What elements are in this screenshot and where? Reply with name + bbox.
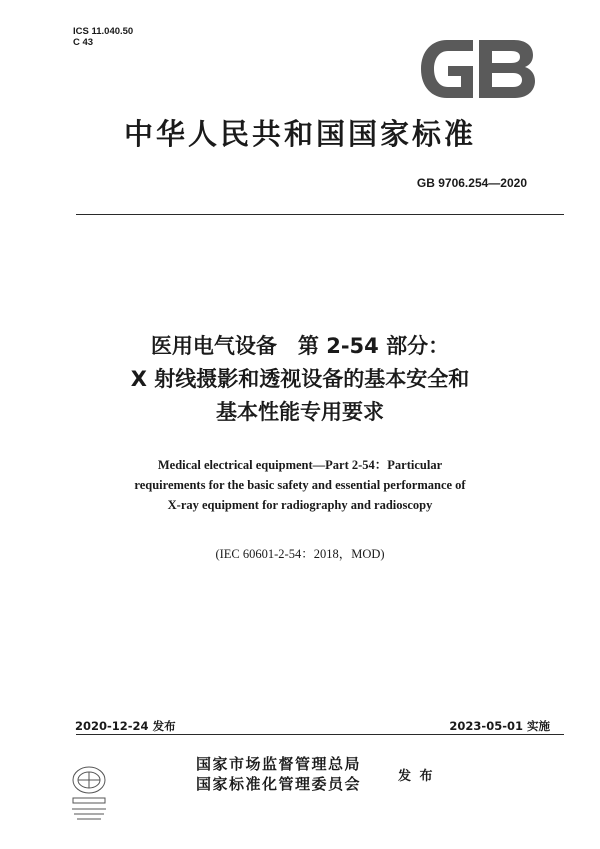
document-title-en (0, 455, 600, 515)
implementation-date: 2023-05-01 实施 (449, 719, 550, 733)
authority-samr: 国家市场监督管理总局 (196, 755, 362, 773)
ics-code: ICS 11.040.50 (73, 26, 134, 37)
divider-bottom (76, 734, 564, 735)
issue-date: 2020-12-24 发布 (75, 719, 176, 733)
title-en-line-2: requirements for the basic safety and essential performance of (134, 478, 466, 492)
title-cn-line-3: 基本性能专用要求 (216, 400, 384, 424)
title-cn-line-1: 医用电气设备 第 2-54 部分： (150, 334, 450, 358)
issuing-authorities (196, 754, 361, 794)
authority-sac: 国家标准化管理委员会 (196, 775, 362, 793)
classification-codes (73, 26, 133, 48)
publish-label: 发 布 (398, 769, 435, 784)
divider-top (76, 214, 564, 215)
title-en-line-3: X-ray equipment for radiography and radioscopy (167, 498, 433, 512)
iec-reference: (IEC 60601-2-54：2018，MOD) (215, 547, 385, 561)
gb-logo-text: GB (476, 78, 478, 79)
ccs-code: C 43 (73, 37, 94, 48)
title-cn-line-2: X 射线摄影和透视设备的基本安全和 (130, 367, 470, 391)
title-en-line-1: Medical electrical equipment—Part 2-54：Particular (157, 458, 443, 472)
gb-logo (418, 38, 536, 100)
standard-code: GB 9706.254—2020 (416, 176, 527, 190)
document-title-cn (0, 330, 600, 429)
publisher-seal (64, 756, 114, 834)
standard-type-title: 中华人民共和国国家标准 (123, 117, 476, 151)
